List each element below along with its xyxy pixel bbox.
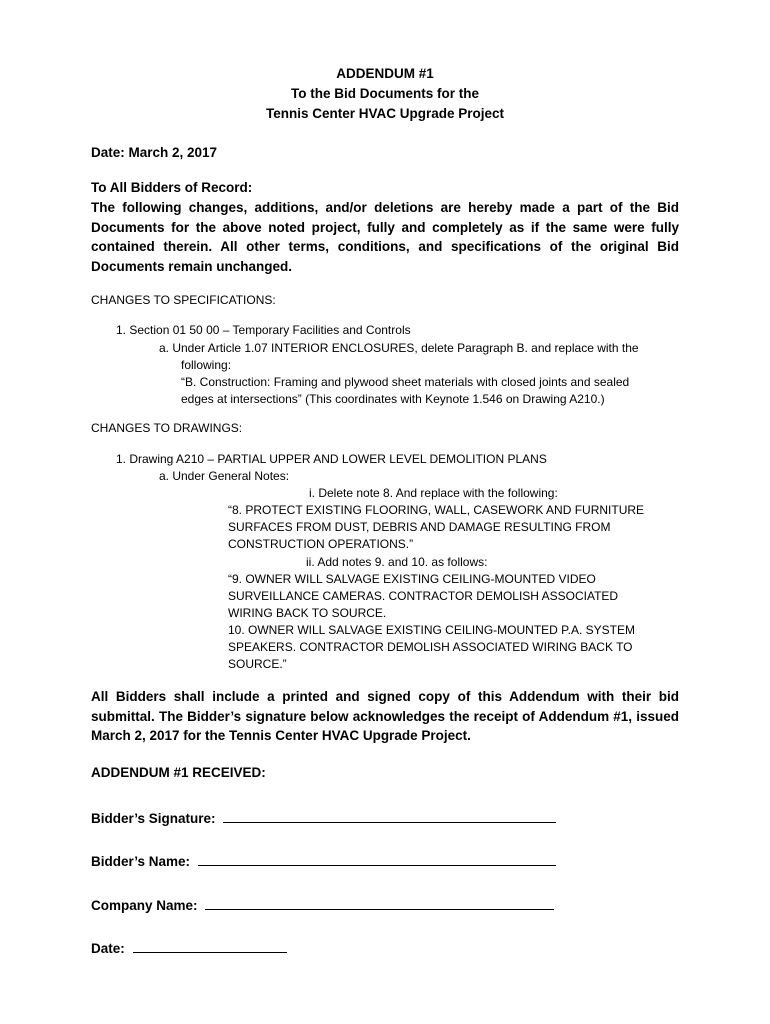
received-heading: ADDENDUM #1 RECEIVED: [91,765,266,780]
spec-item-1a-line1: a. Under Article 1.07 INTERIOR ENCLOSURES, delete Paragraph B. and replace with the [159,341,639,355]
bidder-name-label: Bidder’s Name: [91,854,191,869]
note-10-line3: SOURCE.” [228,657,287,671]
spec-quote-line2: edges at intersections” (This coordinates with Keynote 1.546 on Drawing A210.) [181,392,605,406]
project-title: Tennis Center HVAC Upgrade Project [265,106,505,121]
bidder-signature-label: Bidder’s Signature: [91,811,216,826]
signature-date-line[interactable] [133,938,287,953]
company-row [91,895,554,913]
specifications-heading: CHANGES TO SPECIFICATIONS: [91,293,276,307]
drawing-item-1a: a. Under General Notes: [159,469,290,483]
drawing-note-i: i. Delete note 8. And replace with the following: [309,486,558,500]
document-date: Date: March 2, 2017 [91,145,218,160]
salutation: To All Bidders of Record: [91,180,253,195]
note-9-line1: “9. OWNER WILL SALVAGE EXISTING CEILING-MOUNTED VIDEO [228,572,596,586]
bidder-signature-line[interactable] [223,808,556,823]
drawing-item-1: 1. Drawing A210 – PARTIAL UPPER AND LOWER LEVEL DEMOLITION PLANS [116,452,547,466]
note-10-line1: 10. OWNER WILL SALVAGE EXISTING CEILING-MOUNTED P.A. SYSTEM [228,623,635,637]
note-8-line1: “8. PROTECT EXISTING FLOORING, WALL, CASEWORK AND FURNITURE [228,503,645,517]
intro-paragraph: The following changes, additions, and/or deletions are hereby made a part of the Bid Documents for the above noted project, fully and completely as if the same were fully contained therein. All other terms, conditions, and specifications of the original Bid Documents remain unchanged. [91,200,679,274]
closing-paragraph: All Bidders shall include a printed and signed copy of this Addendum with their bid submittal. The Bidder’s signature below acknowledges the receipt of Addendum #1, issued March 2, 2017 for the Tennis Center HVAC Upgrade Project. [91,689,679,743]
drawings-heading: CHANGES TO DRAWINGS: [91,421,243,435]
note-9-line2: SURVEILLANCE CAMERAS. CONTRACTOR DEMOLISH ASSOCIATED [228,589,619,603]
date-row [91,938,287,956]
addendum-title: ADDENDUM #1 [336,66,434,81]
addendum-subtitle: To the Bid Documents for the [291,86,479,101]
signature-row [91,808,556,826]
spec-item-1: 1. Section 01 50 00 – Temporary Facilities and Controls [116,323,411,337]
bidder-name-line[interactable] [198,851,556,866]
note-9-line3: WIRING BACK TO SOURCE. [228,606,387,620]
signature-date-label: Date: [91,941,125,956]
drawing-note-ii: ii. Add notes 9. and 10. as follows: [306,555,488,569]
company-name-label: Company Name: [91,898,198,913]
note-8-line3: CONSTRUCTION OPERATIONS.” [228,537,414,551]
spec-item-1a-line2: following: [181,358,232,372]
note-8-line2: SURFACES FROM DUST, DEBRIS AND DAMAGE RESULTING FROM [228,520,611,534]
note-10-line2: SPEAKERS. CONTRACTOR DEMOLISH ASSOCIATED WIRING BACK TO [228,640,633,654]
company-name-line[interactable] [205,895,554,910]
name-row [91,851,556,869]
spec-quote-line1: “B. Construction: Framing and plywood sheet materials with closed joints and sealed [181,375,630,389]
